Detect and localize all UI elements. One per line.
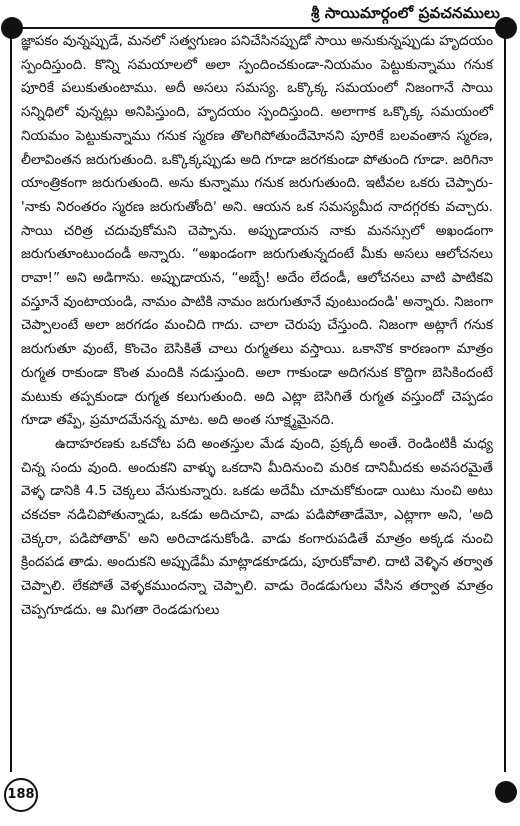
corner-ornament-bottom-right — [495, 781, 517, 803]
page-body — [21, 30, 493, 623]
paragraph-2: ఉదాహరణకు ఒకచోట పది అంతస్తుల మేడ వుంది, ప్రక్కదీ అంతే. రెండింటికీ మధ్య చిన్న సందు వుంది. అందుకని వాళ్ళు ఒకదాని మీదినుంచి మరిక దానిమీదకు అవసరమైతే వెళ్ళ డానికి 4.5 చెక్కలు వేసుకున్నారు. ఒకడు అదేమీ చూచుకోకుండా యిటు నుంచి అటు చకచకా నడిచిపోతున్నాడు, ఒకడు అదిచూచి, వాడు పడిపోతాడేమో, ఎట్లాగా అని, 'అది చెక్కరా, పడిపోతావ్' అని అరిచాడనుకోండి. వాడు కంగారుపడితే మాత్రం అక్కడ నుంచి క్రిందపడ తాడు. అందుకని అప్పుడేమీ మాట్లాడకూడదు, పూరుకోవాలి. దాటి వెళ్ళిన తర్వాత చెప్పాలి. లేకపోతే వెళ్ళకముందన్నా చెప్పాలి. వాడు రెండడుగులు వేసిన తర్వాత మాత్రం చెప్పగూడదు. ఆ మిగతా రెండడుగులు — [21, 435, 493, 618]
running-header-title: శ్రీ సాయిమార్గంలో ప్రవచనములు — [310, 4, 500, 22]
left-border-rule — [10, 32, 12, 772]
header-rule — [12, 27, 506, 29]
page-number: 188 — [4, 778, 38, 812]
right-border-rule — [504, 32, 506, 772]
paragraph-1: జ్ఞాపకం వున్నప్పుడే, మనలో సత్వగుణం పనిచేసినప్పుడో సాయి అనుకున్నప్పుడు హృదయం స్పందిస్తుంది. కొన్ని సమయాలలో అలా స్పందించకుండా-నియమం పెట్టుకున్నాము గనుక పూరికే పలుకుతుంటాము. అదీ అసలు సమస్య. ఒక్కొక్క సమయంలో నిజంగానే సాయి సన్నిధిలో వున్నట్లు అనిపిస్తుంది, హృదయం స్పందిస్తుంది. అలాగాక ఒక్కొక్క సమయంలో నియమం పెట్టుకున్నాము గనుక స్మరణ తొలగిపోతుందేమోనని పూరికే బలవంతాన స్మరణ, లీలావింతన జరుగుతుంది. ఒక్కొక్కప్పుడు అది గూడా జరగకుండా పోతుంది గూడా. జరిగినా యాంత్రికంగా జరుగుతుంది. అను కున్నాము గనుక జరుగుతుంది. ఇటీవల ఒకరు చెప్పారు-'నాకు నిరంతరం స్మరణ జరుగుతోంది' అని. ఆయన ఒక సమస్యమీద నాదగ్గరకు వచ్చారు. సాయి చరిత్ర చదువుకోమని చెప్పాను. అప్పుడాయన నాకు మనస్సులో అఖండంగా జరుగుతూంటుందండీ అన్నారు. “అఖండంగా జరుగుతున్నదంటే మీకు అసలు ఆలోచనలు రావా!” అని అడిగాను. అప్పుడాయన, “అబ్బే! అదేం లేదండీ, ఆలోచనలు వాటి పాటికవి వస్తూనే వుంటాయండి, నామం పాటికి నామం జరుగుతూనే వుంటుందండి' అన్నారు. నిజంగా చెప్పాలంటే అలా జరగడం మంచిది గాదు. చాలా చెరుపు చేస్తుంది. నిజంగా అట్లాగే గనుక జరుగుతూ వుంటే, కొంచెం బెసికితే చాలు రుగ్మతలు వస్తాయి. ఒకానొక కారణంగా మాత్రం రుగ్మత రాకుండా కొంత మందికి నడుస్తుంది. అలా గాకుండా అదిగనుక కొద్దిగా బెసికిందంటే మటుకు తప్పకుండా రుగ్మత కలుగుతుంది. అది ఎట్లా బెసిగితే రుగ్మత వస్తుందో చెప్పడం గూడా తప్పే, ప్రమాదమేనన్న మాట. అది అంత సూక్ష్మమైనది. — [21, 33, 493, 429]
